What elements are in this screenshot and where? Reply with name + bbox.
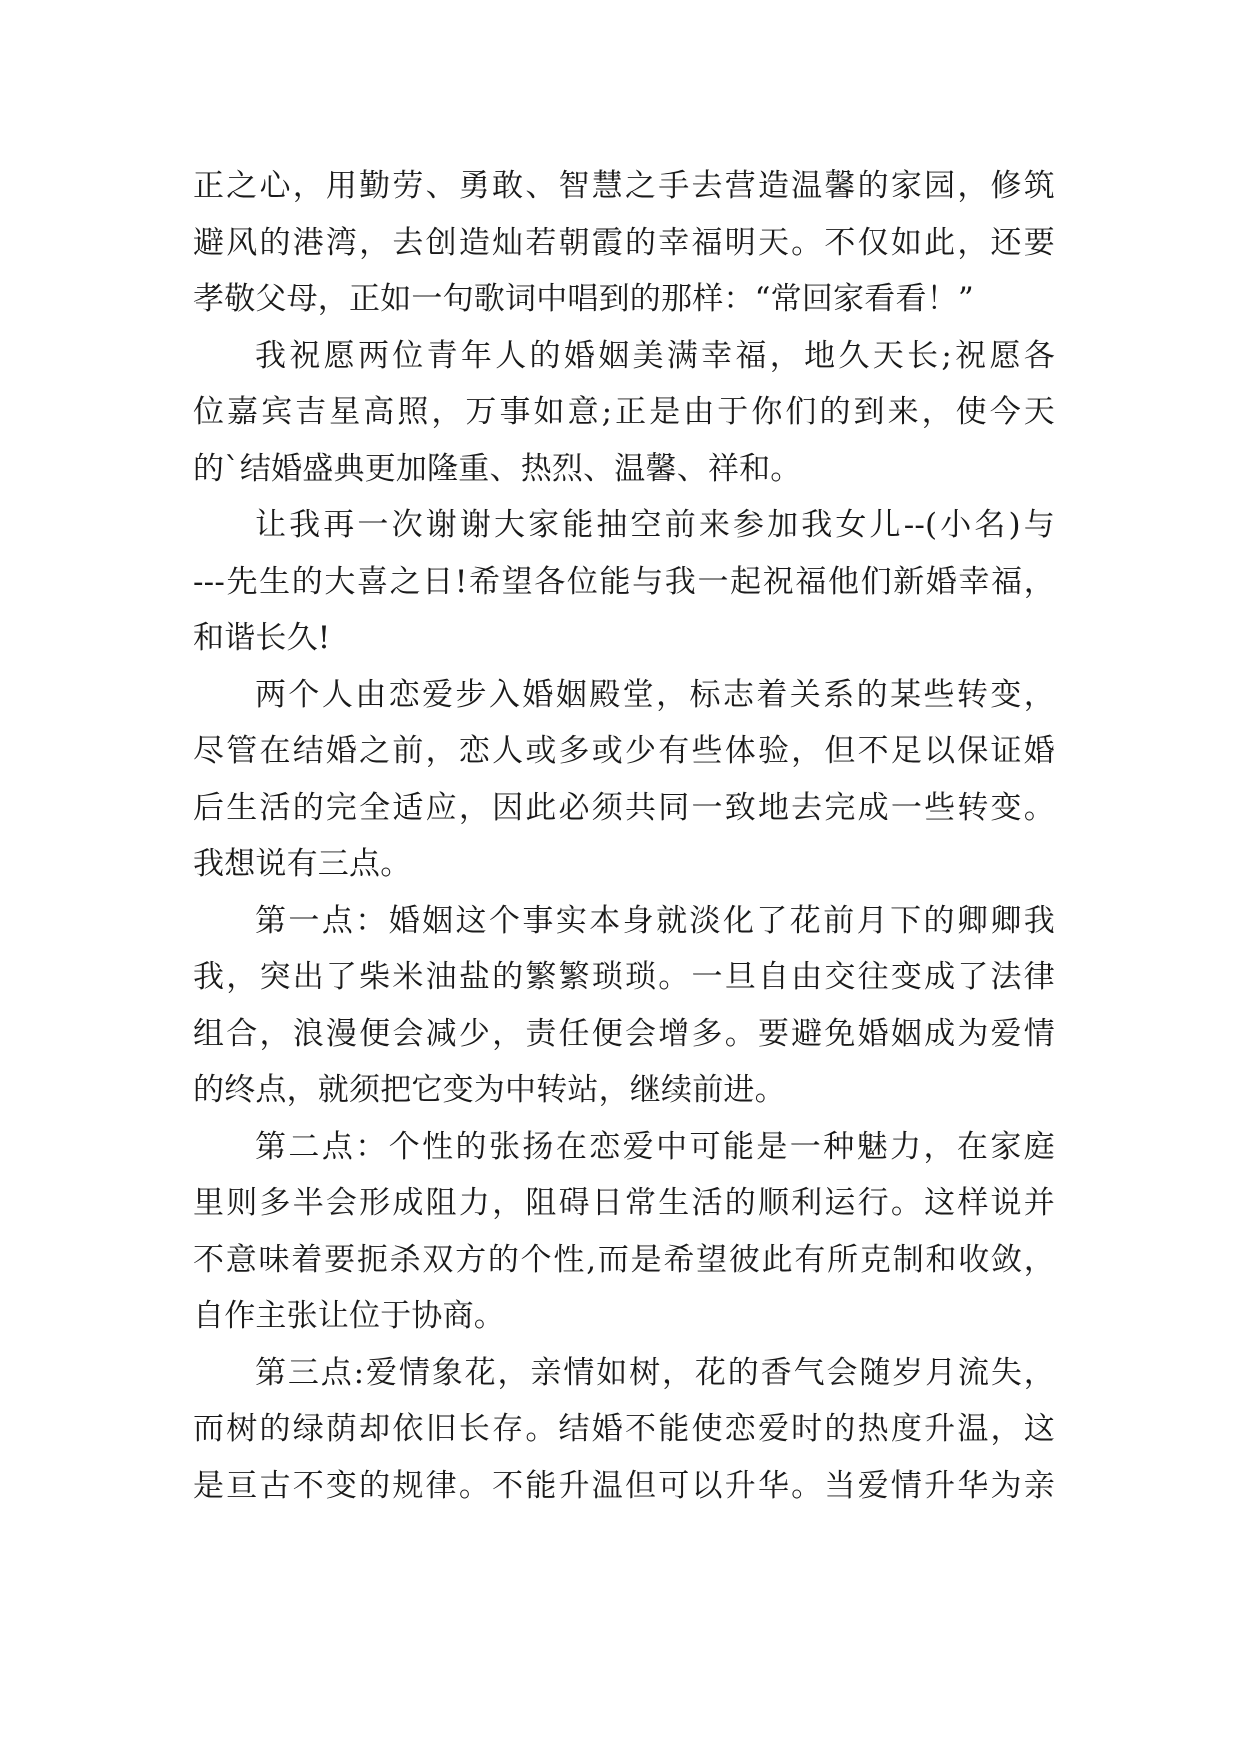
text-line: 而树的绿荫却依旧长存。结婚不能使恋爱时的热度升温，这 bbox=[193, 1411, 1055, 1447]
paragraph-first-line: 第一点：婚姻这个事实本身就淡化了花前月下的卿卿我 bbox=[255, 902, 1055, 939]
text-line: 不意味着要扼杀双方的个性,而是希望彼此有所克制和收敛， bbox=[193, 1241, 1055, 1278]
paragraph-first-line: 第三点:爱情象花，亲情如树，花的香气会随岁月流失， bbox=[255, 1354, 1055, 1391]
text-line: 里则多半会形成阻力，阻碍日常生活的顺利运行。这样说并 bbox=[193, 1185, 1055, 1221]
text-line: 自作主张让位于协商。 bbox=[193, 1298, 505, 1334]
text-line: 组合，浪漫便会减少，责任便会增多。要避免婚姻成为爱情 bbox=[193, 1015, 1055, 1052]
text-line: ---先生的大喜之日!希望各位能与我一起祝福他们新婚幸福， bbox=[193, 563, 1055, 600]
text-line: 我，突出了柴米油盐的繁繁琐琐。一旦自由交往变成了法律 bbox=[193, 959, 1055, 995]
document-body bbox=[193, 158, 1055, 1514]
text-line: 的终点，就须把它变为中转站，继续前进。 bbox=[193, 1072, 786, 1108]
paragraph-first-line: 我祝愿两位青年人的婚姻美满幸福，地久天长;祝愿各 bbox=[255, 337, 1055, 374]
text-line: 避风的港湾，去创造灿若朝霞的幸福明天。不仅如此，还要 bbox=[193, 224, 1055, 261]
text-line: 的`结婚盛典更加隆重、热烈、温馨、祥和。 bbox=[193, 450, 802, 487]
paragraph-first-line: 第二点：个性的张扬在恋爱中可能是一种魅力，在家庭 bbox=[255, 1128, 1055, 1165]
paragraph-first-line: 让我再一次谢谢大家能抽空前来参加我女儿--(小名)与 bbox=[255, 507, 1055, 543]
text-line: 位嘉宾吉星高照，万事如意;正是由于你们的到来，使今天 bbox=[193, 394, 1055, 430]
text-line: 后生活的完全适应，因此必须共同一致地去完成一些转变。 bbox=[193, 789, 1055, 826]
text-line: 我想说有三点。 bbox=[193, 846, 412, 882]
text-line: 和谐长久! bbox=[193, 620, 331, 656]
text-line: 尽管在结婚之前，恋人或多或少有些体验，但不足以保证婚 bbox=[193, 733, 1055, 769]
text-line: 正之心，用勤劳、勇敢、智慧之手去营造温馨的家园，修筑 bbox=[193, 168, 1055, 204]
paragraph-first-line: 两个人由恋爱步入婚姻殿堂，标志着关系的某些转变， bbox=[255, 676, 1055, 713]
text-line: 孝敬父母，正如一句歌词中唱到的那样：“常回家看看！” bbox=[193, 281, 974, 317]
text-line: 是亘古不变的规律。不能升温但可以升华。当爱情升华为亲 bbox=[193, 1467, 1055, 1504]
